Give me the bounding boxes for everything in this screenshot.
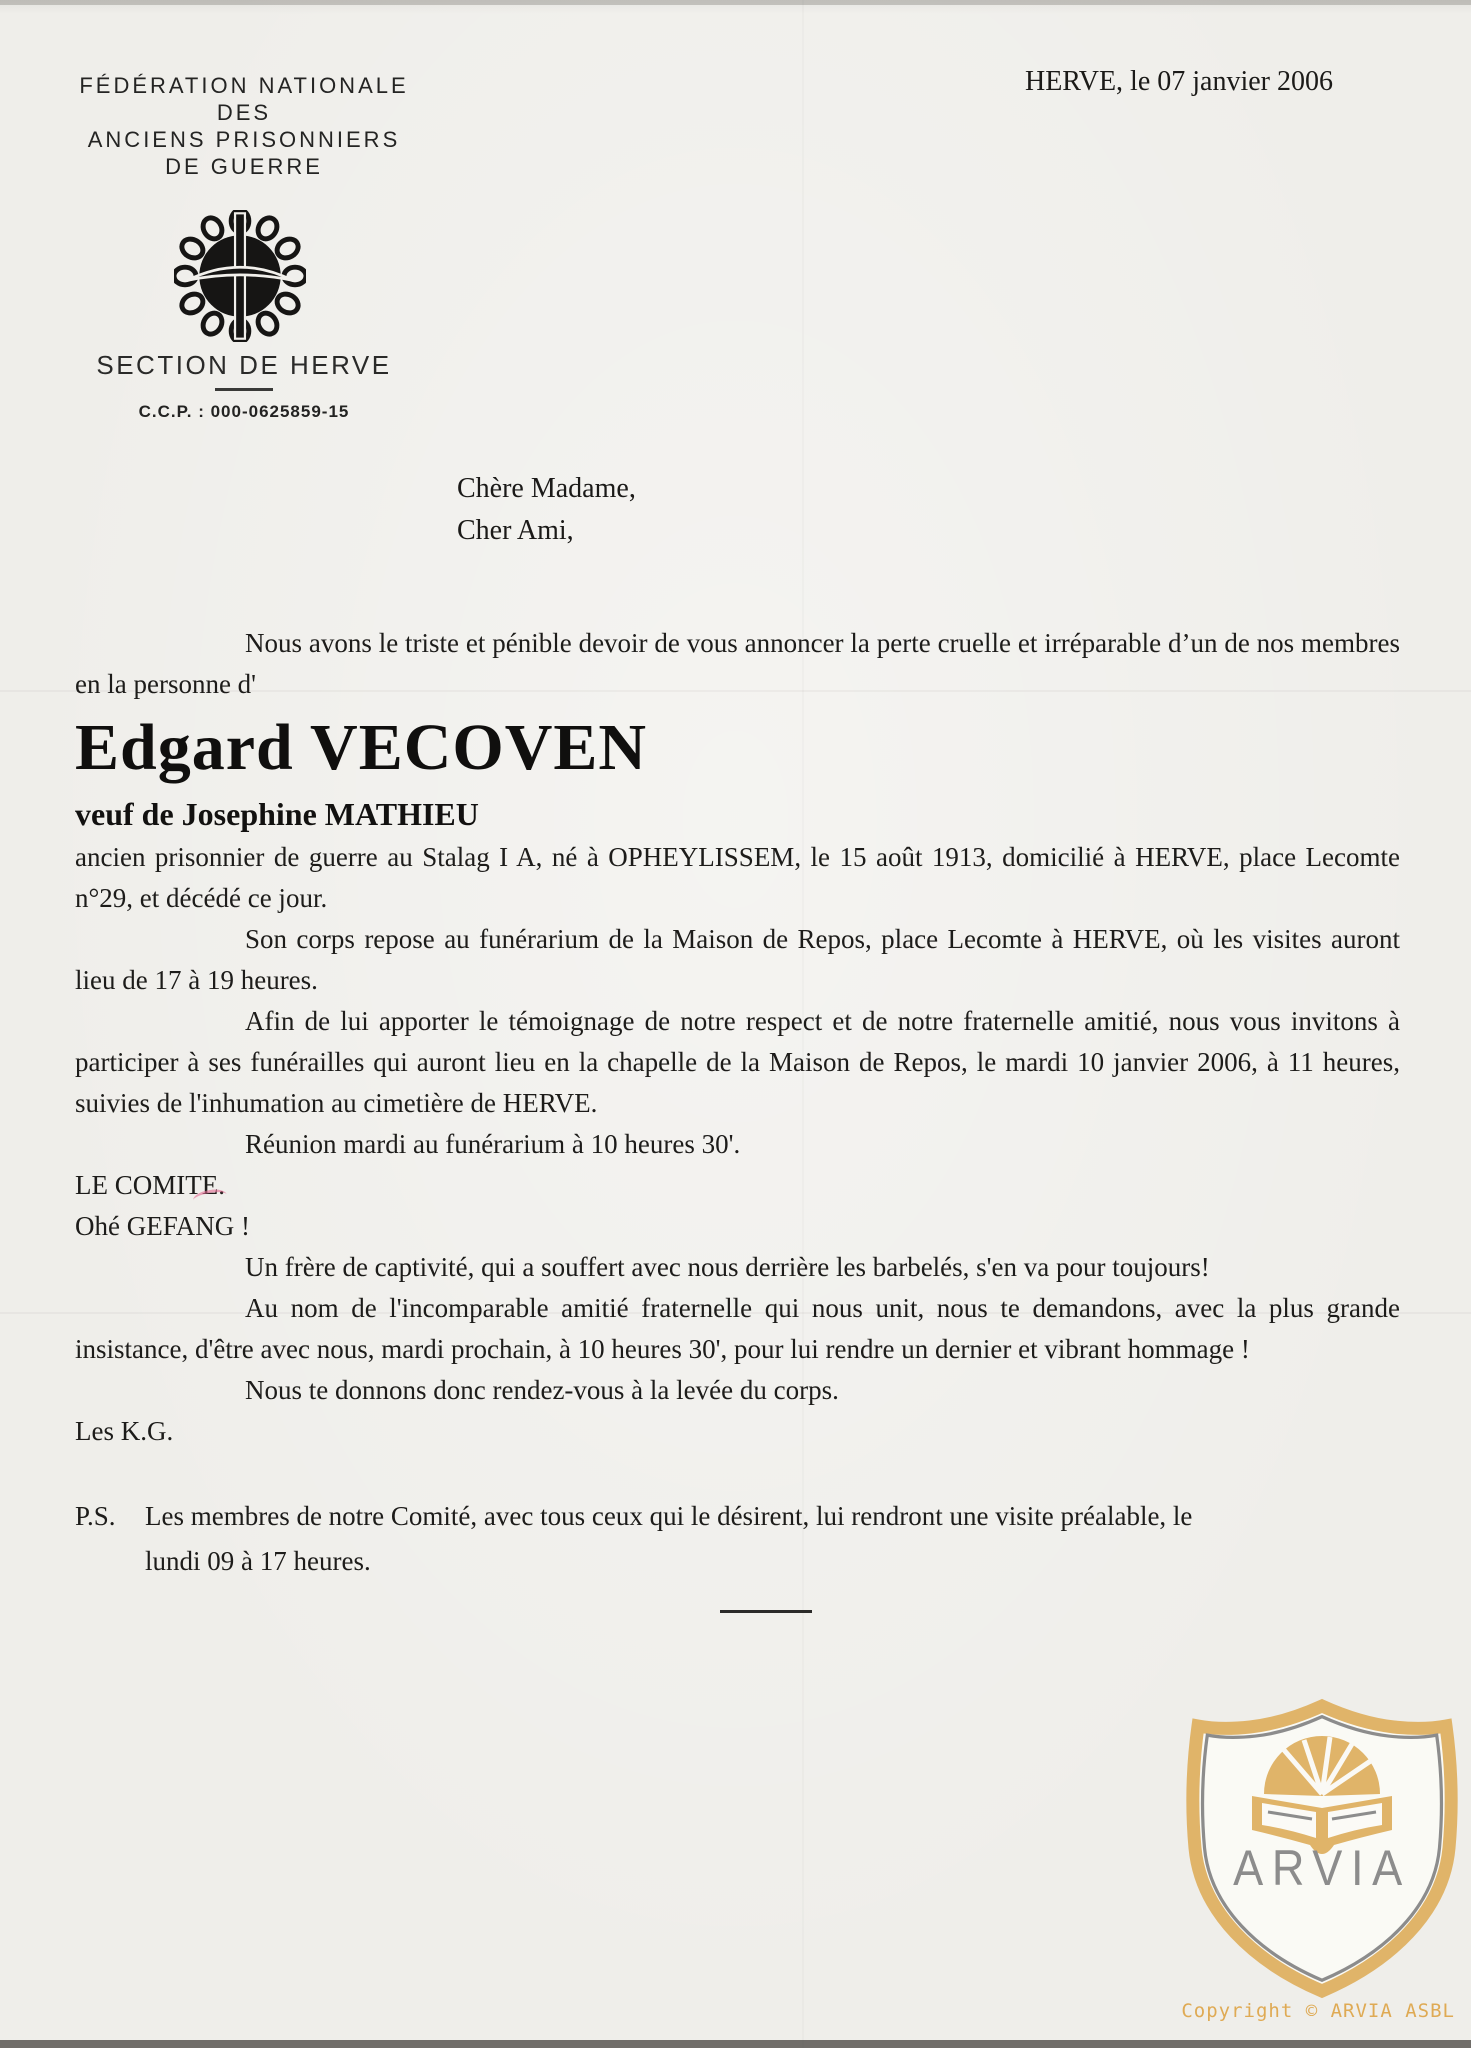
salutation-line: Chère Madame, (457, 473, 636, 504)
org-name-line: FÉDÉRATION NATIONALE (79, 73, 409, 98)
arvia-brand-text: ARVIA (1233, 1839, 1411, 1896)
scan-top-edge (0, 0, 1471, 5)
gefang-heading-text: Ohé GEFANG ! (75, 1211, 250, 1241)
ccp-number: C.C.P. : 000-0625859-15 (138, 402, 350, 421)
gefang-heading (75, 1206, 1400, 1247)
arvia-shield-badge (1180, 1698, 1464, 2000)
org-name-line: DES (216, 100, 272, 125)
intro-paragraph: Nous avons le triste et pénible devoir de vous annoncer la perte cruelle et irréparable d’un de nos membres en la personne d' (75, 628, 1400, 699)
deceased-relation-subheading: veuf de Josephine MATHIEU (75, 796, 479, 832)
org-name-line: ANCIENS PRISONNIERS (87, 127, 401, 152)
scan-bottom-edge (0, 2040, 1471, 2048)
end-divider-line (720, 1610, 812, 1613)
letterhead (58, 72, 430, 421)
paragraph-rendezvous: Nous te donnons donc rendez-vous à la levée du corps. (245, 1375, 839, 1405)
copyright-notice: Copyright © ARVIA ASBL (1181, 2000, 1455, 2022)
postscript-line: lundi 09 à 17 heures. (145, 1546, 371, 1576)
paragraph-biography: ancien prisonnier de guerre au Stalag I A, né à OPHEYLISSEM, le 15 août 1913, domicilié à HERVE, place Lecomte n°29, et décédé ce jour. (75, 842, 1400, 913)
org-name-line: DE GUERRE (165, 154, 323, 179)
letter-body (75, 623, 1400, 1613)
postscript-line: Les membres de notre Comité, avec tous ceux qui le désirent, lui rendront une visite préalable, le (145, 1501, 1193, 1531)
postscript (75, 1494, 1400, 1584)
paragraph-funerarium: Son corps repose au funérarium de la Maison de Repos, place Lecomte à HERVE, où les visites auront lieu de 17 à 19 heures. (75, 924, 1400, 995)
postscript-label: P.S. (75, 1501, 116, 1531)
salutation-line: Cher Ami, (457, 515, 574, 546)
paragraph-final-tribute: Au nom de l'incomparable amitié fraternelle qui nous unit, nous te demandons, avec la plus grande insistance, d'être avec nous, mardi prochain, à 10 heures 30', pour lui rendre un dernier et vibrant hommage ! (75, 1293, 1400, 1364)
section-underline (215, 388, 273, 391)
chain-pickaxe-emblem-icon (174, 210, 306, 342)
paragraph-reunion: Réunion mardi au funérarium à 10 heures 30'. (245, 1129, 741, 1159)
section-name: SECTION DE HERVE (96, 350, 392, 380)
dateline: HERVE, le 07 janvier 2006 (1024, 66, 1333, 97)
paragraph-funeral-invitation: Afin de lui apporter le témoignage de notre respect et de notre fraternelle amitié, nous vous invitons à participer à ses funérailles qui auront lieu en la chapelle de la Maison de Repos, le mardi 10 janvier 2006, à 11 heures, suivies de l'inhumation au cimetière de HERVE. (75, 1006, 1400, 1118)
salutation (457, 468, 636, 552)
kg-signature: Les K.G. (75, 1416, 174, 1446)
paragraph-brother-of-captivity: Un frère de captivité, qui a souffert avec nous derrière les barbelés, s'en va pour toujours! (245, 1252, 1210, 1282)
deceased-name-heading: Edgard VECOVEN (75, 711, 648, 784)
committee-signature: LE COMITE. (75, 1170, 225, 1200)
